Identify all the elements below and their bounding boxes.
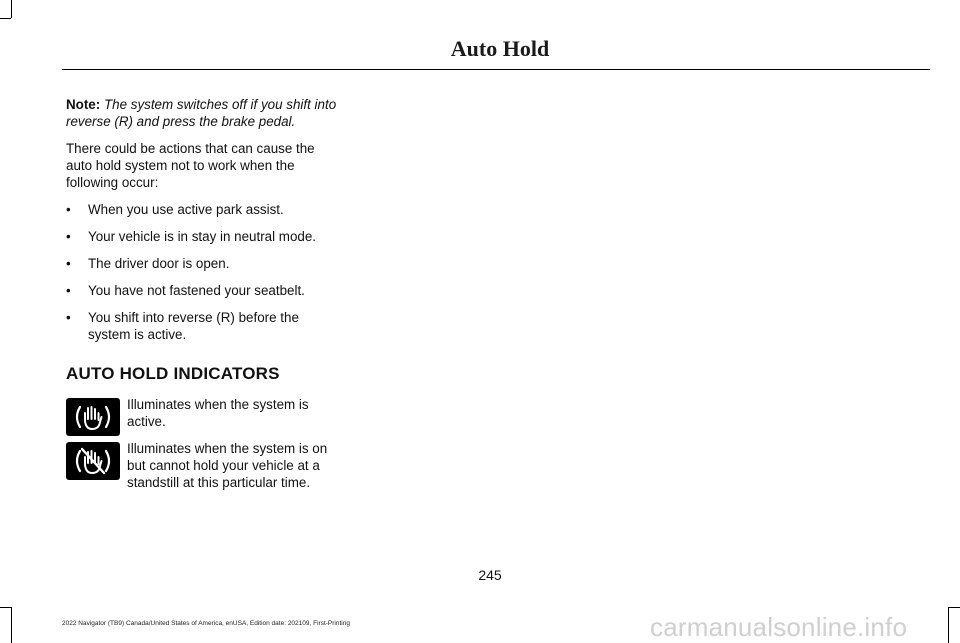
bullet-icon: • <box>66 256 71 271</box>
crop-mark-bottom-right-h <box>949 607 960 608</box>
note-label: Note: <box>66 97 101 112</box>
list-item <box>66 309 341 343</box>
page-number: 245 <box>478 567 502 583</box>
crop-mark-bottom-right-v <box>948 607 949 643</box>
header-divider <box>62 69 930 70</box>
content-column <box>66 96 341 496</box>
list-item <box>66 255 341 272</box>
indicator-description: Illuminates when the system is active. <box>127 397 309 429</box>
list-item-text: Your vehicle is in stay in neutral mode. <box>88 229 317 244</box>
watermark: carmanualsonline.info <box>650 612 908 642</box>
page-title: Auto Hold <box>450 36 550 61</box>
bullet-icon: • <box>66 283 71 298</box>
auto-hold-active-icon <box>66 398 120 436</box>
bullet-icon: • <box>66 202 71 217</box>
note-paragraph <box>66 96 341 130</box>
intro-paragraph: There could be actions that can cause the auto hold system not to work when the following occur: <box>66 141 315 190</box>
bullet-icon: • <box>66 229 71 244</box>
section-heading: AUTO HOLD INDICATORS <box>66 364 280 383</box>
list-item <box>66 282 341 299</box>
note-text: The system switches off if you shift into reverse (R) and press the brake pedal. <box>66 97 337 129</box>
bullet-icon: • <box>66 310 71 325</box>
crop-mark-top-left-v <box>11 0 12 18</box>
conditions-list <box>66 201 341 343</box>
list-item-text: When you use active park assist. <box>88 202 284 217</box>
auto-hold-unavailable-icon <box>66 442 120 480</box>
crop-mark-top-left-h <box>0 18 11 19</box>
list-item-text: You have not fastened your seatbelt. <box>88 283 305 298</box>
crop-mark-bottom-left-v <box>11 607 12 643</box>
list-item <box>66 228 341 245</box>
crop-mark-bottom-left-h <box>0 607 11 608</box>
indicator-description: Illuminates when the system is on but cannot hold your vehicle at a standstill at this particular time. <box>127 441 328 490</box>
list-item <box>66 201 341 218</box>
footer-edition-info: 2022 Navigator (TB9) Canada/United States of America, enUSA, Edition date: 202109, First-Printing <box>62 620 350 627</box>
list-item-text: You shift into reverse (R) before the system is active. <box>88 310 299 342</box>
list-item-text: The driver door is open. <box>88 256 230 271</box>
indicator-row-unavailable <box>66 440 341 492</box>
indicator-row-active <box>66 396 341 436</box>
